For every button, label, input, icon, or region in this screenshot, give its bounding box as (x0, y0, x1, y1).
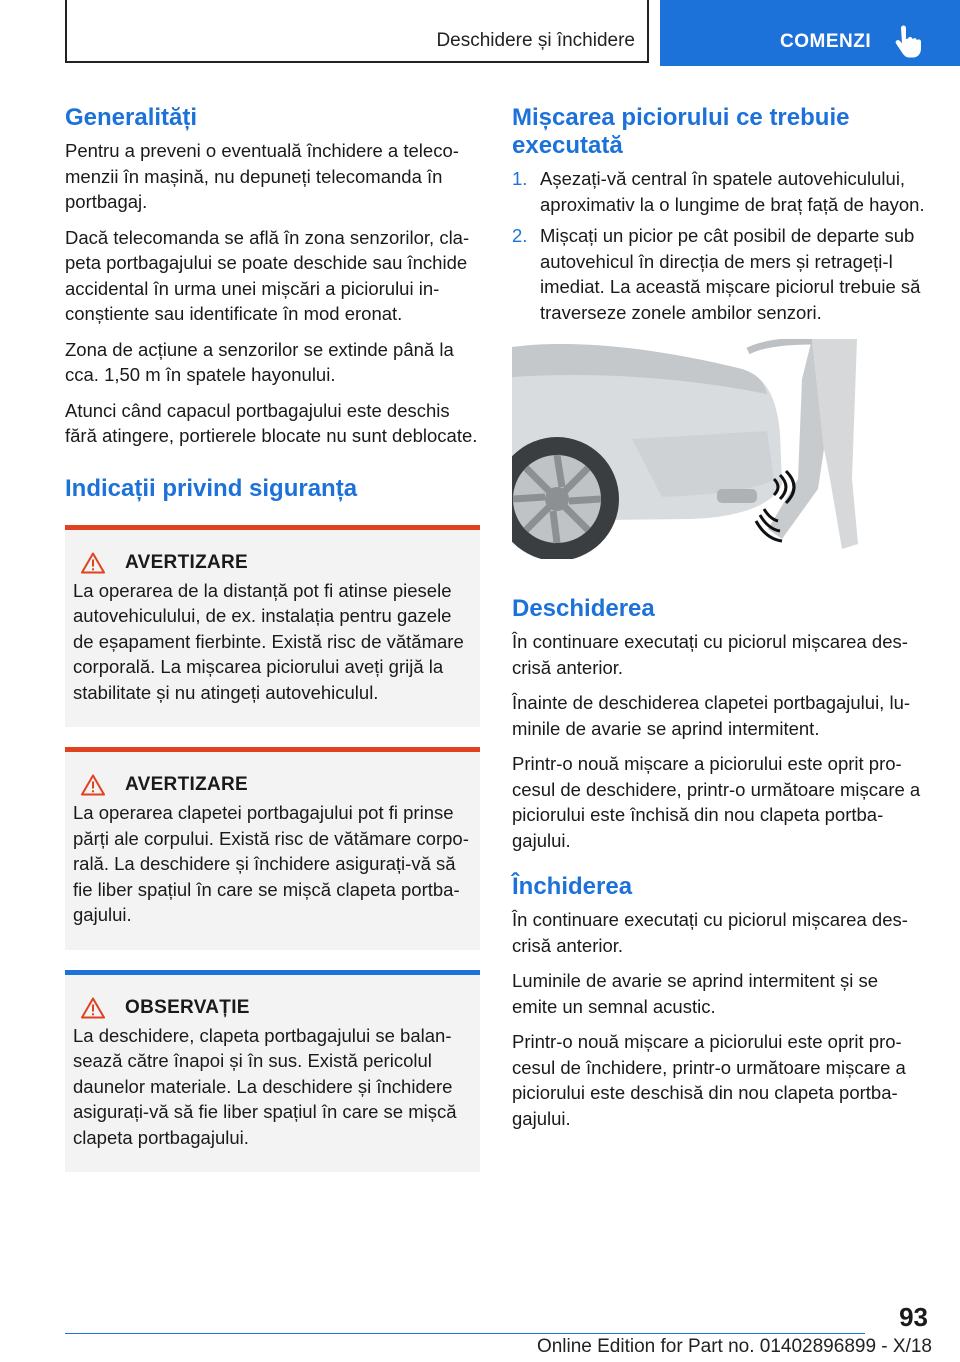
right-column (512, 104, 926, 1141)
notice-box (65, 970, 480, 1173)
warning-text: La operarea de la distanță pot fi atinse piesele autovehiculului, de ex. instalația pentru gazele de eșapament fierbinte. Există risc de vătămare corporală. La mișcarea piciorului aveți grijă la stabilitate și nu atingeți autovehiculul. (73, 579, 464, 703)
closing-heading: Închiderea (512, 873, 633, 900)
opening-paragraph: În continuare executați cu piciorul mișcarea descrisă anterior. (512, 631, 908, 678)
warning-triangle-icon (81, 552, 105, 574)
chapter-tab[interactable] (660, 0, 960, 66)
step-text: Mișcați un picior pe cât posibil de departe sub autovehicul în direcția de mers și retrageți-l imediat. La această mișcare piciorul trebuie să traverseze zonele ambilor senzori. (540, 225, 921, 323)
step-text: Așezați-vă central în spatele autovehiculului, aproximativ la o lungime de braț față de hayon. (540, 168, 925, 215)
kick-sensor-illustration (512, 339, 864, 559)
warning-box (65, 525, 480, 728)
notice-label: OBSERVAȚIE (125, 996, 250, 1018)
step-number: 1. (512, 168, 528, 189)
warning-box (65, 747, 480, 950)
general-paragraph: Dacă telecomanda se află în zona senzorilor, clapeta portbagajului se poate deschide sau închide accidental în urma unei mișcări a piciorului inconștiente sau identificate în mod eronat. (65, 226, 470, 324)
general-paragraph: Pentru a preveni o eventuală închidere a telecomenzii în mașină, nu depuneți telecomanda în portbagaj. (65, 140, 459, 212)
movement-steps (512, 166, 926, 325)
page-number: 93 (899, 1302, 928, 1332)
opening-paragraph: Printr-o nouă mișcare a piciorului este oprit procesul de deschidere, printr-o următoare mișcare a piciorului este închisă din nou clapeta portbagajului. (512, 753, 921, 851)
header-section-box (65, 0, 649, 63)
general-paragraph: Zona de acțiune a senzorilor se extinde până la cca. 1,50 m în spatele hayonului. (65, 338, 454, 385)
left-column (65, 104, 480, 1182)
warning-triangle-icon (81, 997, 105, 1019)
warning-label: AVERTIZARE (125, 551, 248, 573)
header-section-title: Deschidere și închidere (436, 30, 635, 51)
list-item (512, 166, 926, 217)
step-number: 2. (512, 225, 528, 246)
general-heading: Generalități (65, 104, 198, 131)
general-paragraph: Atunci când capacul portbagajului este deschis fără atingere, portierele blocate nu sunt deblocate. (65, 399, 478, 446)
notice-text: La deschidere, clapeta portbagajului se balansează către înapoi și în sus. Există pericolul daunelor materiale. La deschidere și închidere asigurați-vă să fie liber spațiul în care se mișcă clapeta portbagajului. (73, 1024, 457, 1148)
chapter-label: COMENZI (780, 31, 872, 52)
closing-paragraph: În continuare executați cu piciorul mișcarea descrisă anterior. (512, 909, 908, 956)
opening-heading: Deschiderea (512, 595, 655, 622)
edition-text: Online Edition for Part no. 01402896899 - X/18 (536, 1336, 932, 1357)
warning-triangle-icon (81, 774, 105, 796)
warning-label: AVERTIZARE (125, 774, 248, 795)
closing-paragraph: Luminile de avarie se aprind intermitent și se emite un semnal acustic. (512, 970, 879, 1017)
list-item (512, 223, 926, 325)
closing-paragraph: Printr-o nouă mișcare a piciorului este oprit procesul de închidere, printr-o următoare mișcare a piciorului este deschisă din nou clapeta portbagajului. (512, 1031, 906, 1129)
safety-heading: Indicații privind siguranța (65, 474, 358, 502)
hand-pointer-icon (892, 24, 922, 60)
opening-paragraph: Înainte de deschiderea clapetei portbagajului, luminile de avarie se aprind intermitent. (512, 692, 911, 739)
footer-divider (65, 1333, 865, 1334)
warning-text: La operarea clapetei portbagajului pot fi prinse părți ale corpului. Există risc de vătămare corporală. La deschidere și închidere asigurați-vă să fie liber spațiul în care se mișcă clapeta portbagajului. (73, 802, 469, 925)
movement-heading: Mișcarea piciorului ce trebuie executată (512, 104, 850, 159)
